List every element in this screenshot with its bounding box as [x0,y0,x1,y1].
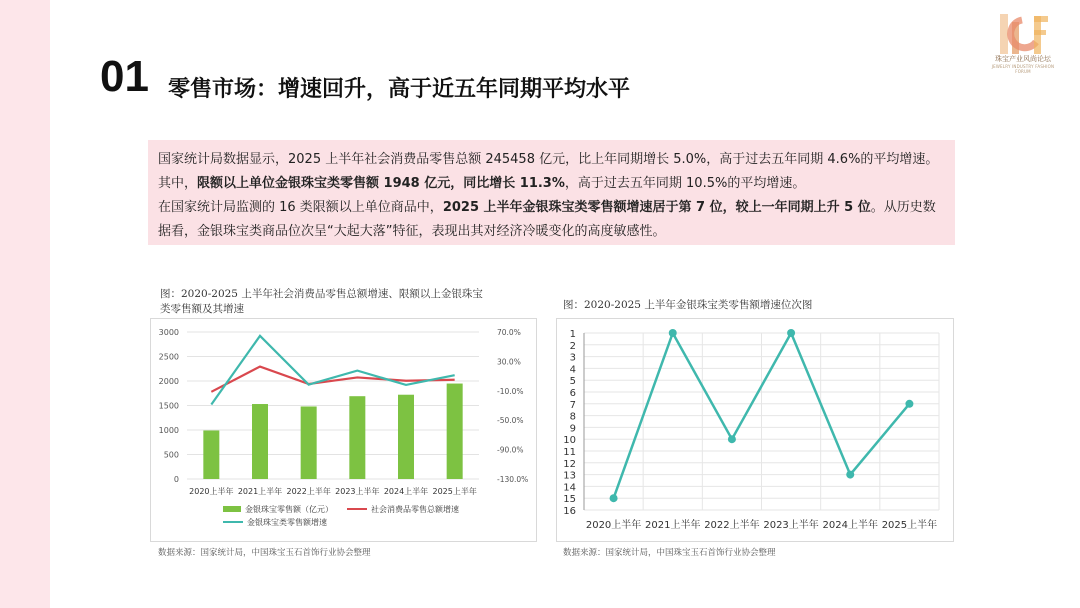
left-accent-strip [0,0,50,608]
y2-tick-label: -90.0% [497,445,524,455]
bar [349,396,365,479]
y-tick-label: 2500 [158,352,179,362]
info-line-3-post: 。从历史数据看，金银珠宝类商品位次呈“大起大落”特征，表现出其对经济冷暖变化的高度敏感性。 [158,200,936,239]
info-line-3-bold: 2025 上半年金银珠宝类零售额增速居于第 7 位，较上一年同期上升 5 位 [442,200,871,215]
x-tick-label: 2021上半年 [237,487,283,496]
left-caption-line-2: 类零售额及其增速 [160,303,244,315]
y-tick-label: 11 [563,447,576,458]
logo-text: 珠宝产业风尚论坛 [995,55,1051,63]
bar [203,430,219,479]
y-tick-label: 13 [563,470,576,482]
right-chart-caption: 图：2020-2025 上半年金银珠宝类零售额增速位次图 [563,299,813,311]
y-tick-label: 500 [163,450,179,460]
x-tick-label: 2023上半年 [335,487,380,496]
rank-point [846,471,854,479]
y-tick-label: 2000 [158,377,179,386]
x-tick-label: 2025上半年 [432,487,477,496]
x-tick-label: 2020上半年 [585,520,642,531]
x-tick-label: 2025上半年 [881,520,938,531]
y-tick-label: 16 [563,506,576,517]
y-tick-label: 2 [569,340,576,352]
right-chart-panel [556,318,954,542]
rank-point [905,400,913,408]
series-line-1 [211,367,454,392]
y-tick-label: 7 [569,399,576,411]
info-line-3-pre: 在国家统计局监测的 16 类限额以上单位商品中， [158,200,443,215]
y-tick-label: 1000 [158,426,179,435]
bar [301,406,317,479]
info-box [148,140,955,245]
rank-point [728,435,736,443]
y2-tick-label: -10.0% [497,386,524,396]
y-tick-label: 1500 [158,401,179,411]
y-tick-label: 3 [569,352,576,364]
x-tick-label: 2024上半年 [822,520,878,531]
y2-tick-label: 30.0% [497,357,521,367]
series-line-2 [211,336,454,405]
y-tick-label: 12 [563,458,576,470]
info-line-2-pre: 其中， [158,176,198,191]
y-tick-label: 6 [569,388,576,399]
y-tick-label: 8 [569,411,576,423]
logo-subtext: JEWELRY INDUSTRY FASHION FORUM [991,64,1055,74]
bar [447,384,463,479]
info-line-2-bold: 限额以上单位金银珠宝类零售额 1948 亿元，同比增长 11.3% [197,176,565,191]
x-tick-label: 2022上半年 [286,487,331,496]
legend-label: 金银珠宝零售额（亿元） [245,505,333,514]
left-data-source: 数据来源：国家统计局，中国珠宝玉石首饰行业协会整理 [158,548,371,558]
left-chart-caption [160,287,483,317]
legend-label: 社会消费品零售总额增速 [371,505,459,514]
rank-point [610,494,618,502]
rank-chart [557,319,953,541]
left-chart-panel [150,318,537,542]
y-tick-label: 14 [563,482,576,494]
legend-label: 金银珠宝类零售额增速 [247,518,327,527]
y2-tick-label: -130.0% [497,475,529,484]
page-title: 零售市场：增速回升，高于近五年同期平均水平 [168,77,631,102]
info-line-1: 国家统计局数据显示，2025 上半年社会消费品零售总额 245458 亿元，比上年同期增长 5.0%，高于过去五年同期 4.6%的平均增速。 [158,152,939,167]
x-tick-label: 2024上半年 [383,487,429,496]
rank-point [669,329,677,337]
rank-point [787,329,795,337]
y-tick-label: 10 [563,435,576,447]
left-caption-line-1: 图：2020-2025 上半年社会消费品零售总额增速、限额以上金银珠宝 [160,288,483,300]
legend-swatch-bar [223,506,241,512]
y-tick-label: 3000 [158,328,179,337]
y2-tick-label: 70.0% [497,328,521,337]
info-line-2 [158,172,945,196]
y2-tick-label: -50.0% [497,416,524,426]
y-tick-label: 9 [569,423,576,435]
section-number: 01 [100,52,149,101]
bar [398,395,414,479]
x-tick-label: 2022上半年 [704,520,760,531]
combo-chart [151,319,536,541]
info-line-2-post: ，高于过去五年同期 10.5%的平均增速。 [564,176,806,191]
x-tick-label: 2020上半年 [189,487,234,496]
y-tick-label: 1 [569,329,576,340]
y-tick-label: 0 [173,475,179,484]
right-data-source: 数据来源：国家统计局，中国珠宝玉石首饰行业协会整理 [563,548,776,558]
y-tick-label: 15 [563,494,576,506]
y-tick-label: 5 [569,376,576,388]
y-tick-label: 4 [569,364,576,376]
x-tick-label: 2021上半年 [645,520,701,531]
bar [252,404,268,479]
x-tick-label: 2023上半年 [763,520,819,531]
info-line-3 [158,196,945,244]
